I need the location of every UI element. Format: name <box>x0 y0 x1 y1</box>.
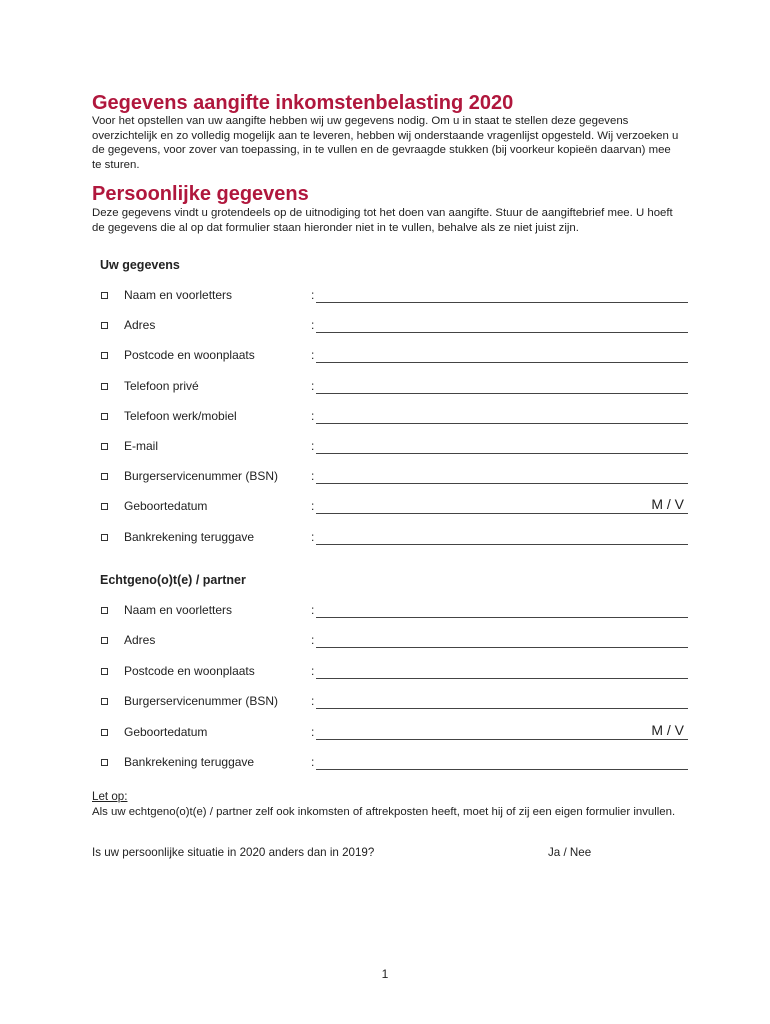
checkbox-icon[interactable] <box>101 668 108 675</box>
gender-option[interactable]: M / V <box>651 721 684 738</box>
field-label: Burgerservicenummer (BSN) <box>124 694 279 709</box>
field-colon: : <box>311 439 315 453</box>
field-colon: : <box>311 469 315 484</box>
form-field-row <box>0 721 770 749</box>
field-label: Bankrekening teruggave <box>124 529 255 544</box>
field-label: Burgerservicenummer (BSN) <box>124 469 279 484</box>
fill-in-line[interactable] <box>316 708 688 709</box>
fill-in-line[interactable] <box>316 393 688 394</box>
field-colon: : <box>311 378 315 393</box>
field-colon: : <box>311 529 315 544</box>
fill-in-line[interactable] <box>316 617 688 618</box>
form-field-row <box>0 288 770 312</box>
checkbox-icon[interactable] <box>101 292 108 299</box>
form-field-row <box>0 664 770 688</box>
field-colon: : <box>311 724 315 739</box>
field-label: Postcode en woonplaats <box>124 663 255 678</box>
field-colon: : <box>311 603 315 617</box>
situation-answer[interactable]: Ja / Nee <box>548 846 592 859</box>
gender-option[interactable]: M / V <box>651 496 684 513</box>
form-field-row <box>0 379 770 403</box>
form-field-row <box>0 409 770 433</box>
personal-text: Deze gegevens vindt u grotendeels op de uitnodiging tot het doen van aangifte. Stuur de aangiftebrief mee. U hoeft de gegevens die al op dat formulier staan hieronder niet in te vullen, behalve als ze niet juist zijn. <box>92 207 673 234</box>
field-label: Adres <box>124 633 156 648</box>
form-field-row <box>0 603 770 627</box>
form-field-row <box>0 755 770 779</box>
form-field-row <box>0 633 770 657</box>
field-colon: : <box>311 408 315 423</box>
checkbox-icon[interactable] <box>101 637 108 644</box>
fill-in-line[interactable] <box>316 544 688 545</box>
field-label: Geboortedatum <box>124 724 208 739</box>
field-label: Bankrekening teruggave <box>124 755 255 769</box>
fill-in-line[interactable] <box>316 453 688 454</box>
field-colon: : <box>311 348 315 363</box>
field-label: E-mail <box>124 439 159 453</box>
field-label: Naam en voorletters <box>124 603 233 617</box>
fill-in-line[interactable] <box>316 513 688 514</box>
checkbox-icon[interactable] <box>101 473 108 480</box>
fill-in-line[interactable] <box>316 647 688 648</box>
form-field-row <box>0 469 770 493</box>
checkbox-icon[interactable] <box>101 698 108 705</box>
fill-in-line[interactable] <box>316 362 688 363</box>
checkbox-icon[interactable] <box>101 759 108 766</box>
page-title: Gegevens aangifte inkomstenbelasting 2020 <box>92 92 514 114</box>
field-label: Telefoon privé <box>124 378 199 393</box>
fill-in-line[interactable] <box>316 423 688 424</box>
field-label: Telefoon werk/mobiel <box>124 408 237 423</box>
field-colon: : <box>311 633 315 648</box>
field-colon: : <box>311 318 315 333</box>
checkbox-icon[interactable] <box>101 352 108 359</box>
field-colon: : <box>311 499 315 514</box>
checkbox-icon[interactable] <box>101 607 108 614</box>
form-field-row <box>0 318 770 342</box>
fill-in-line[interactable] <box>316 332 688 333</box>
fill-in-line[interactable] <box>316 769 688 770</box>
checkbox-icon[interactable] <box>101 383 108 390</box>
field-colon: : <box>311 288 315 302</box>
field-label: Naam en voorletters <box>124 288 233 302</box>
checkbox-icon[interactable] <box>101 503 108 510</box>
situation-question: Is uw persoonlijke situatie in 2020 anders dan in 2019? <box>92 846 375 859</box>
form-field-row <box>0 348 770 372</box>
page-number: 1 <box>381 967 389 981</box>
fill-in-line[interactable] <box>316 302 688 303</box>
form-field-row <box>0 496 770 523</box>
field-colon: : <box>311 755 315 769</box>
partner-heading: Echtgeno(o)t(e) / partner <box>100 573 246 587</box>
checkbox-icon[interactable] <box>101 443 108 450</box>
checkbox-icon[interactable] <box>101 413 108 420</box>
form-field-row <box>0 439 770 463</box>
note-text: Als uw echtgeno(o)t(e) / partner zelf ook inkomsten of aftrekposten heeft, moet hij of zij een eigen formulier invullen. <box>92 806 676 818</box>
checkbox-icon[interactable] <box>101 322 108 329</box>
field-label: Postcode en woonplaats <box>124 348 255 363</box>
note-title: Let op: <box>92 790 128 803</box>
checkbox-icon[interactable] <box>101 729 108 736</box>
field-colon: : <box>311 694 315 709</box>
field-label: Adres <box>124 318 156 333</box>
fill-in-line[interactable] <box>316 678 688 679</box>
field-label: Geboortedatum <box>124 499 208 514</box>
personal-heading: Persoonlijke gegevens <box>92 183 309 205</box>
checkbox-icon[interactable] <box>101 534 108 541</box>
field-colon: : <box>311 663 315 678</box>
fill-in-line[interactable] <box>316 483 688 484</box>
uw-gegevens-heading: Uw gegevens <box>100 258 180 272</box>
form-field-row <box>0 530 770 554</box>
fill-in-line[interactable] <box>316 739 688 740</box>
form-field-row <box>0 694 770 718</box>
intro-text: Voor het opstellen van uw aangifte hebben wij uw gegevens nodig. Om u in staat te stellen deze gegevens overzichtelijk en zo volledig mogelijk aan te leveren, hebben wij onderstaande vragenlijst opgesteld. Wij verzoeken u de gegevens, voor zover van toepassing, in te vullen en de gevraagde stukken (bij voorkeur kopieën daarvan) mee te sturen. <box>92 115 679 171</box>
